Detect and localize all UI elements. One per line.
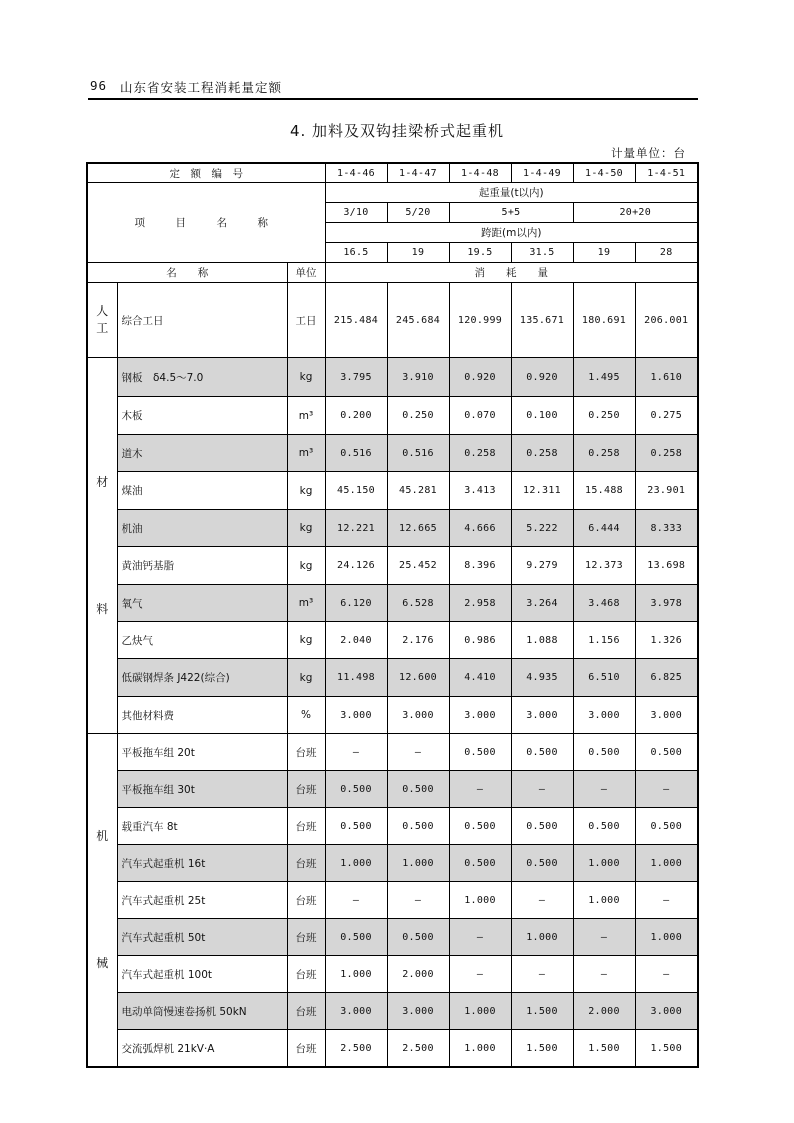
value-cell: 0.500 [387,771,449,808]
value-cell: 45.281 [387,472,449,510]
value-cell: 25.452 [387,547,449,585]
value-cell: 0.500 [325,771,387,808]
value-cell: 2.500 [387,1030,449,1068]
value-cell: 1.000 [387,845,449,882]
lift-capacity-label: 起重量(t以内) [325,183,698,203]
value-cell: 12.311 [511,472,573,510]
item-name: 综合工日 [117,283,287,358]
value-cell: — [387,882,449,919]
value-cell: 0.500 [325,919,387,956]
value-cell: 6.528 [387,585,449,622]
section-title: 4. 加料及双钩挂梁桥式起重机 [289,122,505,140]
value-cell: 215.484 [325,283,387,358]
material-row [87,472,698,510]
item-name: 乙炔气 [117,622,287,659]
material-row [87,397,698,435]
value-cell: 12.665 [387,510,449,547]
machine-row [87,956,698,993]
item-name: 钢板 δ4.5～7.0 [117,358,287,397]
value-cell: 0.500 [573,734,635,771]
value-cell: 0.500 [635,734,698,771]
name-column-header: 名 称 [87,263,287,283]
value-cell: 0.500 [635,808,698,845]
value-cell: 3.000 [635,993,698,1030]
value-cell: — [573,771,635,808]
value-cell: 0.500 [387,919,449,956]
item-unit: 台班 [287,882,325,919]
book-title: 山东省安装工程消耗量定额 [120,80,283,95]
value-cell: 180.691 [573,283,635,358]
consumption-header: 消 耗 量 [325,263,698,283]
item-unit: kg [287,358,325,397]
value-cell: — [573,919,635,956]
value-cell: 1.000 [449,1030,511,1068]
item-name: 电动单筒慢速卷扬机 50kN [117,993,287,1030]
item-unit: 工日 [287,283,325,358]
value-cell: 0.250 [573,397,635,435]
machine-row [87,993,698,1030]
value-cell: 1.610 [635,358,698,397]
value-cell: 1.326 [635,622,698,659]
value-cell: 0.200 [325,397,387,435]
value-cell: 0.516 [387,435,449,472]
item-unit: m³ [287,397,325,435]
machine-row [87,771,698,808]
value-cell: — [511,882,573,919]
value-cell: — [635,956,698,993]
value-cell: 1.000 [325,956,387,993]
value-cell: — [387,734,449,771]
value-cell: 6.444 [573,510,635,547]
value-cell: 3.000 [511,697,573,734]
value-cell: 6.120 [325,585,387,622]
value-cell: 12.600 [387,659,449,697]
value-cell: — [449,771,511,808]
value-cell: — [449,919,511,956]
item-name: 汽车式起重机 50t [117,919,287,956]
item-name: 其他材料费 [117,697,287,734]
machine-row [87,808,698,845]
value-cell: 3.264 [511,585,573,622]
value-cell: — [325,882,387,919]
value-cell: 13.698 [635,547,698,585]
value-cell: 1.000 [573,882,635,919]
value-cell: 12.221 [325,510,387,547]
value-cell: 0.250 [387,397,449,435]
value-cell: 8.396 [449,547,511,585]
value-cell: 206.001 [635,283,698,358]
code-cell: 1-4-49 [511,163,573,183]
value-cell: 0.920 [511,358,573,397]
value-cell: 12.373 [573,547,635,585]
category-char: 机 [96,829,109,844]
code-cell: 1-4-47 [387,163,449,183]
value-cell: 0.920 [449,358,511,397]
value-cell: 3.910 [387,358,449,397]
value-cell: — [635,882,698,919]
item-name: 汽车式起重机 100t [117,956,287,993]
material-row [87,435,698,472]
span-value: 31.5 [511,243,573,263]
value-cell: 3.000 [449,697,511,734]
item-unit: 台班 [287,808,325,845]
value-cell: 0.258 [449,435,511,472]
labor-row [87,283,698,358]
value-cell: 0.500 [449,734,511,771]
span-value: 28 [635,243,698,263]
page-header [88,72,698,100]
value-cell: — [325,734,387,771]
value-cell: 1.156 [573,622,635,659]
unit-column-header: 单位 [287,263,325,283]
value-cell: 1.000 [635,845,698,882]
value-cell: 6.825 [635,659,698,697]
category-char: 工 [96,321,109,335]
value-cell: 23.901 [635,472,698,510]
item-unit: 台班 [287,1030,325,1068]
machine-row [87,845,698,882]
item-name: 煤油 [117,472,287,510]
value-cell: 0.516 [325,435,387,472]
machine-row [87,734,698,771]
item-unit: 台班 [287,993,325,1030]
item-unit: 台班 [287,919,325,956]
item-unit: kg [287,510,325,547]
machine-row [87,1030,698,1068]
value-cell: — [449,956,511,993]
value-cell: 2.040 [325,622,387,659]
value-cell: 1.000 [449,882,511,919]
value-cell: 0.275 [635,397,698,435]
value-cell: 0.070 [449,397,511,435]
value-cell: 45.150 [325,472,387,510]
value-cell: 1.088 [511,622,573,659]
value-cell: 0.500 [573,808,635,845]
value-cell: 0.500 [511,845,573,882]
value-cell: 11.498 [325,659,387,697]
material-row [87,659,698,697]
value-cell: 15.488 [573,472,635,510]
item-unit: 台班 [287,734,325,771]
category-char: 人 [96,304,109,319]
value-cell: 1.500 [511,1030,573,1068]
value-cell: — [573,956,635,993]
value-cell: 4.935 [511,659,573,697]
value-cell: 4.410 [449,659,511,697]
span-value: 16.5 [325,243,387,263]
item-name: 汽车式起重机 25t [117,882,287,919]
machine-category-cell [87,734,117,1068]
item-unit: kg [287,659,325,697]
value-cell: 24.126 [325,547,387,585]
value-cell: 0.500 [449,808,511,845]
item-name: 道木 [117,435,287,472]
item-name: 载重汽车 8t [117,808,287,845]
quota-label: 定 额 编 号 [87,163,325,183]
value-cell: 1.495 [573,358,635,397]
value-cell: 2.000 [387,956,449,993]
item-unit: m³ [287,435,325,472]
lift-value: 20+20 [573,203,698,223]
code-cell: 1-4-51 [635,163,698,183]
item-name: 平板拖车组 30t [117,771,287,808]
lift-value: 5+5 [449,203,573,223]
value-cell: 1.500 [573,1030,635,1068]
value-cell: 245.684 [387,283,449,358]
value-cell: 3.000 [635,697,698,734]
value-cell: 2.000 [573,993,635,1030]
item-unit: kg [287,472,325,510]
machine-row [87,882,698,919]
item-unit: % [287,697,325,734]
value-cell: 1.500 [635,1030,698,1068]
material-row [87,510,698,547]
quota-table [86,162,699,1068]
material-row [87,358,698,397]
value-cell: 1.000 [635,919,698,956]
material-row [87,622,698,659]
span-value: 19 [387,243,449,263]
value-cell: 1.000 [511,919,573,956]
item-name: 低碳钢焊条 J422(综合) [117,659,287,697]
machine-row [87,919,698,956]
item-name: 黄油钙基脂 [117,547,287,585]
category-char: 械 [96,956,109,970]
value-cell: 4.666 [449,510,511,547]
value-cell: 1.000 [325,845,387,882]
material-row [87,697,698,734]
item-unit: kg [287,622,325,659]
value-cell: 0.258 [573,435,635,472]
item-unit: kg [287,547,325,585]
item-name: 氧气 [117,585,287,622]
value-cell: 3.795 [325,358,387,397]
value-cell: 3.000 [387,697,449,734]
value-cell: — [635,771,698,808]
item-name: 交流弧焊机 21kV·A [117,1030,287,1068]
code-cell: 1-4-48 [449,163,511,183]
value-cell: 0.100 [511,397,573,435]
labor-category-cell [87,283,117,358]
category-char: 材 [96,474,109,489]
page-number: 96 [90,78,108,93]
item-unit: 台班 [287,771,325,808]
lift-value: 5/20 [387,203,449,223]
value-cell: 3.413 [449,472,511,510]
value-cell: 0.500 [449,845,511,882]
item-unit: 台班 [287,956,325,993]
value-cell: 3.978 [635,585,698,622]
value-cell: 135.671 [511,283,573,358]
material-category-cell [87,358,117,734]
value-cell: 0.986 [449,622,511,659]
value-cell: 1.500 [511,993,573,1030]
code-cell: 1-4-46 [325,163,387,183]
span-label: 跨距(m以内) [325,223,698,243]
value-cell: 2.500 [325,1030,387,1068]
lift-value: 3/10 [325,203,387,223]
value-cell: 6.510 [573,659,635,697]
value-cell: 0.500 [511,734,573,771]
material-row [87,547,698,585]
item-name: 汽车式起重机 16t [117,845,287,882]
value-cell: 1.000 [573,845,635,882]
material-row [87,585,698,622]
value-cell: 3.000 [387,993,449,1030]
value-cell: 3.468 [573,585,635,622]
item-unit: 台班 [287,845,325,882]
unit-note: 计量单位：台 [611,146,686,160]
value-cell: 3.000 [325,697,387,734]
span-value: 19 [573,243,635,263]
item-unit: m³ [287,585,325,622]
value-cell: — [511,771,573,808]
value-cell: 2.958 [449,585,511,622]
item-name-label: 项 目 名 称 [87,183,325,263]
item-name: 木板 [117,397,287,435]
item-name: 平板拖车组 20t [117,734,287,771]
value-cell: 1.000 [449,993,511,1030]
value-cell: 8.333 [635,510,698,547]
value-cell: 3.000 [573,697,635,734]
value-cell: 9.279 [511,547,573,585]
code-cell: 1-4-50 [573,163,635,183]
value-cell: 0.258 [635,435,698,472]
value-cell: 2.176 [387,622,449,659]
value-cell: 0.500 [511,808,573,845]
value-cell: 3.000 [325,993,387,1030]
value-cell: 0.500 [387,808,449,845]
value-cell: 0.500 [325,808,387,845]
value-cell: — [511,956,573,993]
value-cell: 5.222 [511,510,573,547]
category-char: 料 [96,601,109,616]
span-value: 19.5 [449,243,511,263]
value-cell: 120.999 [449,283,511,358]
item-name: 机油 [117,510,287,547]
value-cell: 0.258 [511,435,573,472]
